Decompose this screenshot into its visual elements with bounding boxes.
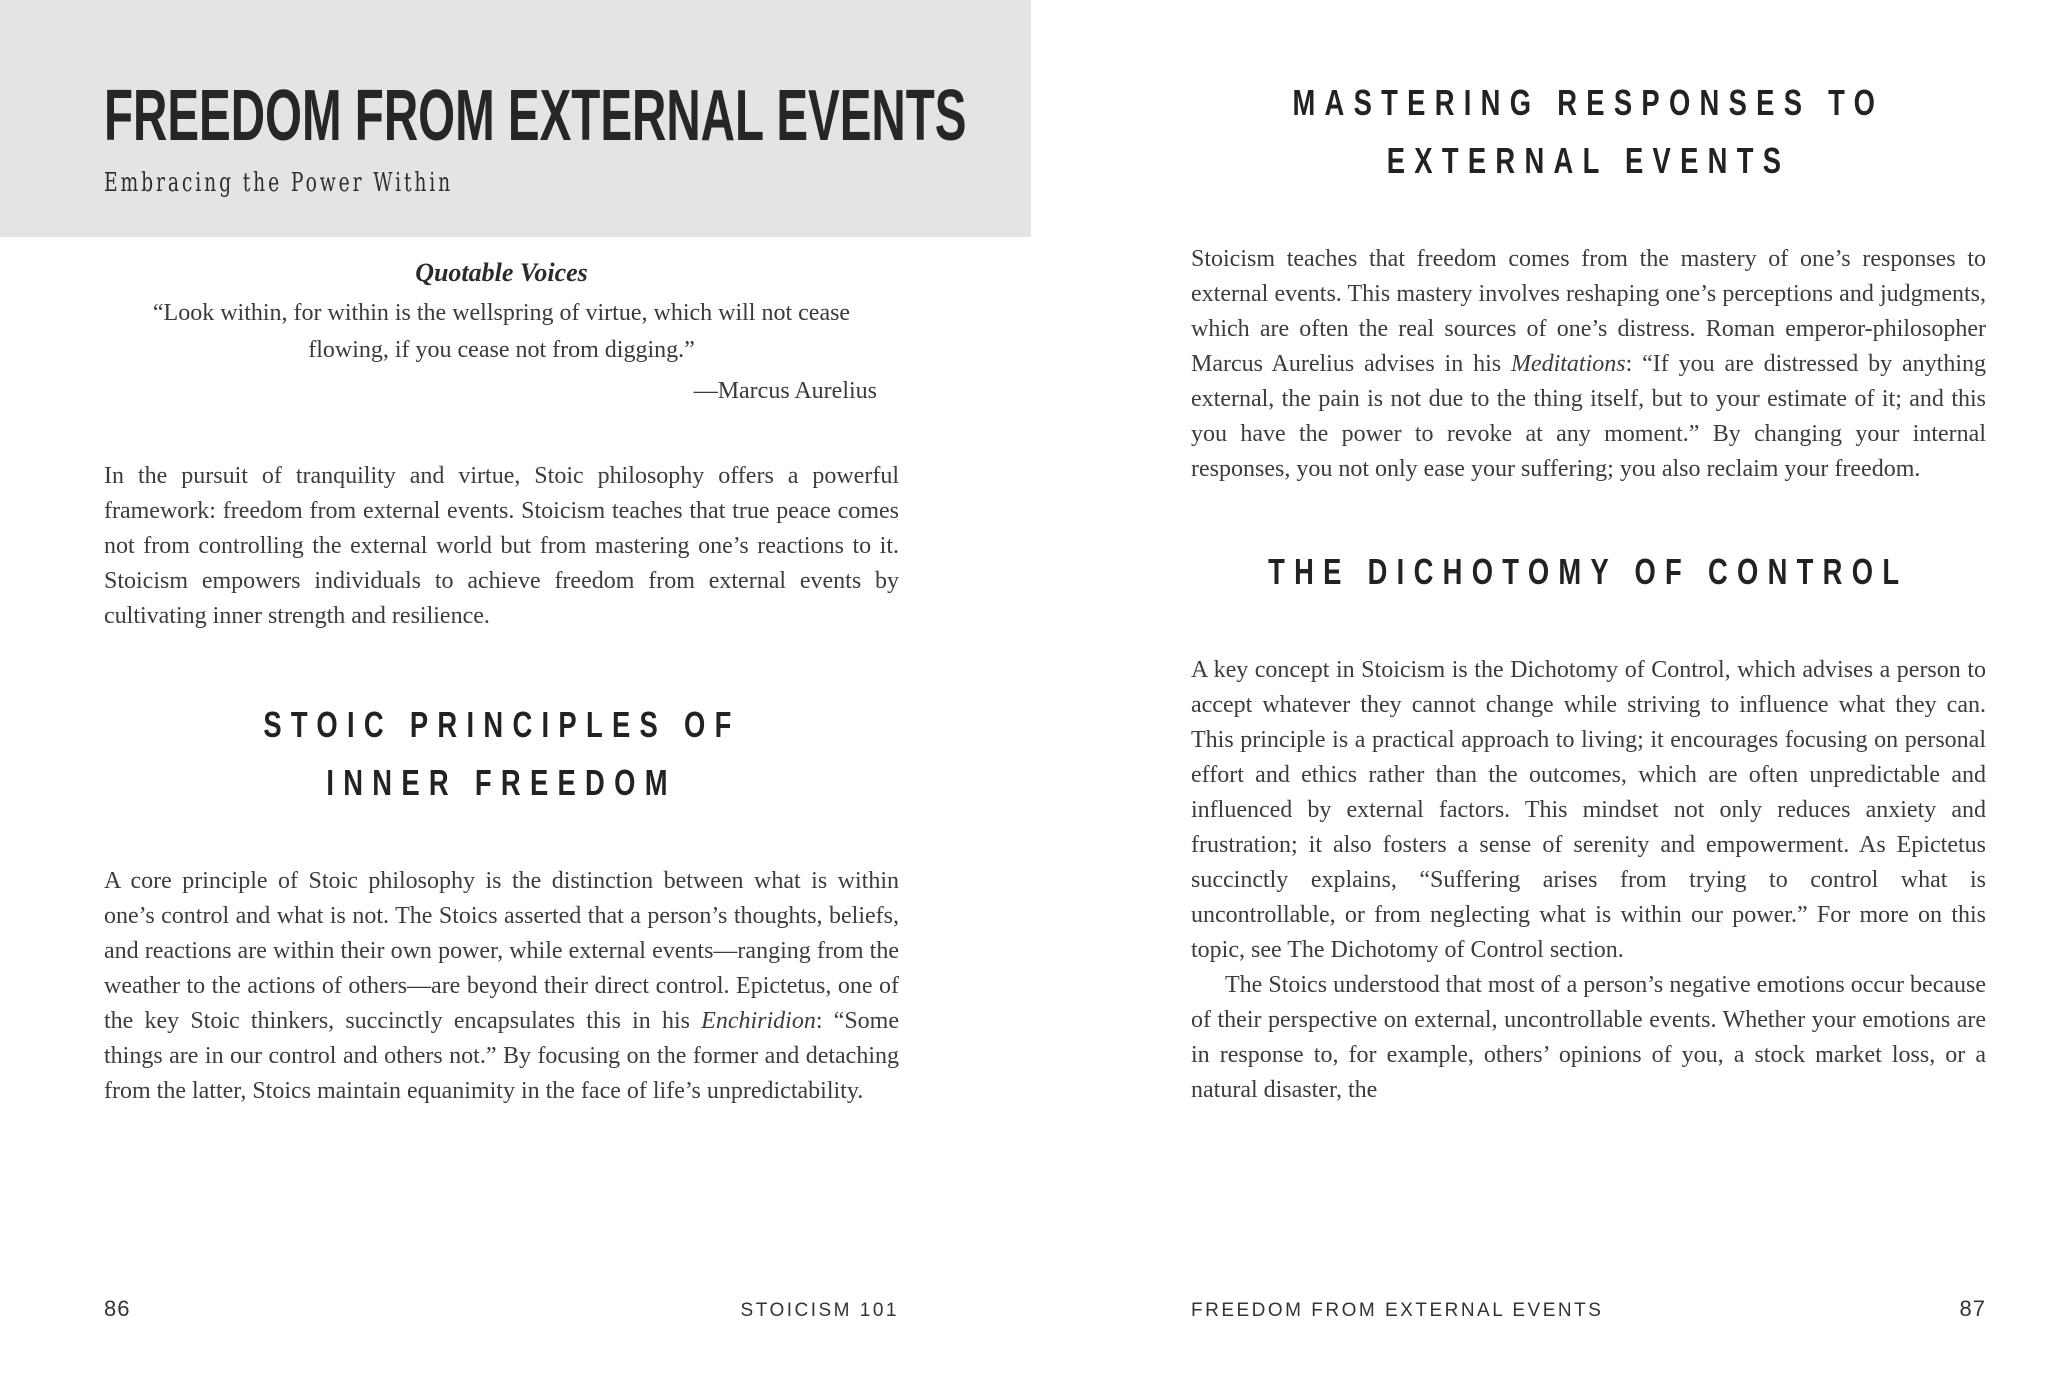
book-title-meditations: Meditations — [1510, 351, 1626, 377]
body-paragraph — [104, 864, 899, 1109]
chapter-header-band — [0, 0, 1031, 237]
paragraph-dichotomy: A key concept in Stoicism is the Dichotomy of Control, which advises a person to accept whatever they cannot change while striving to influence what they can. This principle is a practical approach to living; it encourages focusing on personal effort and ethics rather than the outcomes, which are often unpredictable and influenced by external factors. This mindset not only reduces anxiety and frustration; it also fosters a sense of serenity and empowerment. As Epictetus succinctly explains, “Suffering arises from trying to control what is uncontrollable, or from neglecting what is within our power.” For more on this topic, see The Dichotomy of Control section. — [1191, 657, 1986, 963]
quotable-voices-block — [104, 255, 899, 409]
intro-paragraph: In the pursuit of tranquility and virtue, Stoic philosophy offers a powerful framework: freedom from external events. Stoicism teaches that true peace comes not from controlling the external world but from mastering one’s reactions to it. Stoicism empowers individuals to achieve freedom from external events by cultivating inner strength and resilience. — [104, 463, 899, 629]
page-right — [1031, 0, 2062, 1400]
section-heading-line-2: EXTERNAL EVENTS — [1386, 140, 1791, 181]
chapter-title-row — [104, 78, 1031, 154]
chapter-title: FREEDOM FROM EXTERNAL EVENTS — [104, 76, 967, 156]
paragraph-negative-emotions: The Stoics understood that most of a person’s negative emotions occur because of their perspective on external, uncontrollable events. Whether your emotions are in response to, for example, others’ opinions of you, a stock market loss, or a natural disaster, the — [1191, 972, 1986, 1103]
section-heading-mastering-responses — [1191, 74, 1986, 190]
right-page-content — [1191, 0, 1986, 1108]
left-page-content — [104, 237, 899, 1109]
paragraph-text: Stoicism teaches that freedom comes from the mastery of one’s responses to external events. This mastery involves reshaping one’s perceptions and judgments, which are often the real sources of one’s distress. Roman emperor-philosopher Marcus Aurelius advises in his — [1191, 246, 1986, 377]
section-heading-stoic-principles — [104, 696, 899, 812]
chapter-subtitle: Embracing the Power Within — [104, 168, 454, 198]
book-running-title: STOICISM 101 — [740, 1300, 899, 1321]
paragraph-text-continued: : “If you are distressed by anything external, the pain is not due to the thing itself, but to your estimate of it; and this you have the power to revoke at any moment.” By changing your internal responses, you not only ease your suffering; you also reclaim your freedom. — [1191, 351, 1986, 482]
section-heading-dichotomy-of-control — [1191, 543, 1986, 601]
left-page-footer — [104, 1296, 899, 1322]
quote-text: “Look within, for within is the wellspring of virtue, which will not cease flowing, if you cease not from digging.” — [152, 300, 851, 363]
page-number-left: 86 — [104, 1296, 131, 1321]
section-heading-line: THE DICHOTOMY OF CONTROL — [1268, 551, 1909, 592]
page-number-right: 87 — [1959, 1296, 1986, 1321]
chapter-running-title: FREEDOM FROM EXTERNAL EVENTS — [1191, 1300, 1604, 1321]
section-heading-line-2: INNER FREEDOM — [326, 762, 677, 803]
right-page-footer — [1191, 1296, 1986, 1322]
body-paragraph-text-continued: : “Some things are in our control and others not.” By focusing on the former and detaching from the latter, Stoics maintain equanimity in the face of life’s unpredictability. — [104, 1008, 899, 1104]
quote-attribution: —Marcus Aurelius — [693, 378, 877, 404]
chapter-header-inner — [0, 0, 1031, 198]
section-heading-line-1: STOIC PRINCIPLES OF — [262, 704, 741, 745]
quote-heading: Quotable Voices — [415, 258, 588, 287]
paragraph-mastering — [1191, 242, 1986, 487]
body-paragraph-text: A core principle of Stoic philosophy is the distinction between what is within one’s control and what is not. The Stoics asserted that a person’s thoughts, beliefs, and reactions are within their own power, while external events—ranging from the weather to the actions of others—are beyond their direct control. Epictetus, one of the key Stoic thinkers, succinctly encapsulates this in his — [104, 868, 899, 1034]
book-title-enchiridion: Enchiridion — [701, 1008, 816, 1034]
section-heading-line-1: MASTERING RESPONSES TO — [1292, 82, 1885, 123]
chapter-subtitle-row — [104, 168, 1031, 198]
